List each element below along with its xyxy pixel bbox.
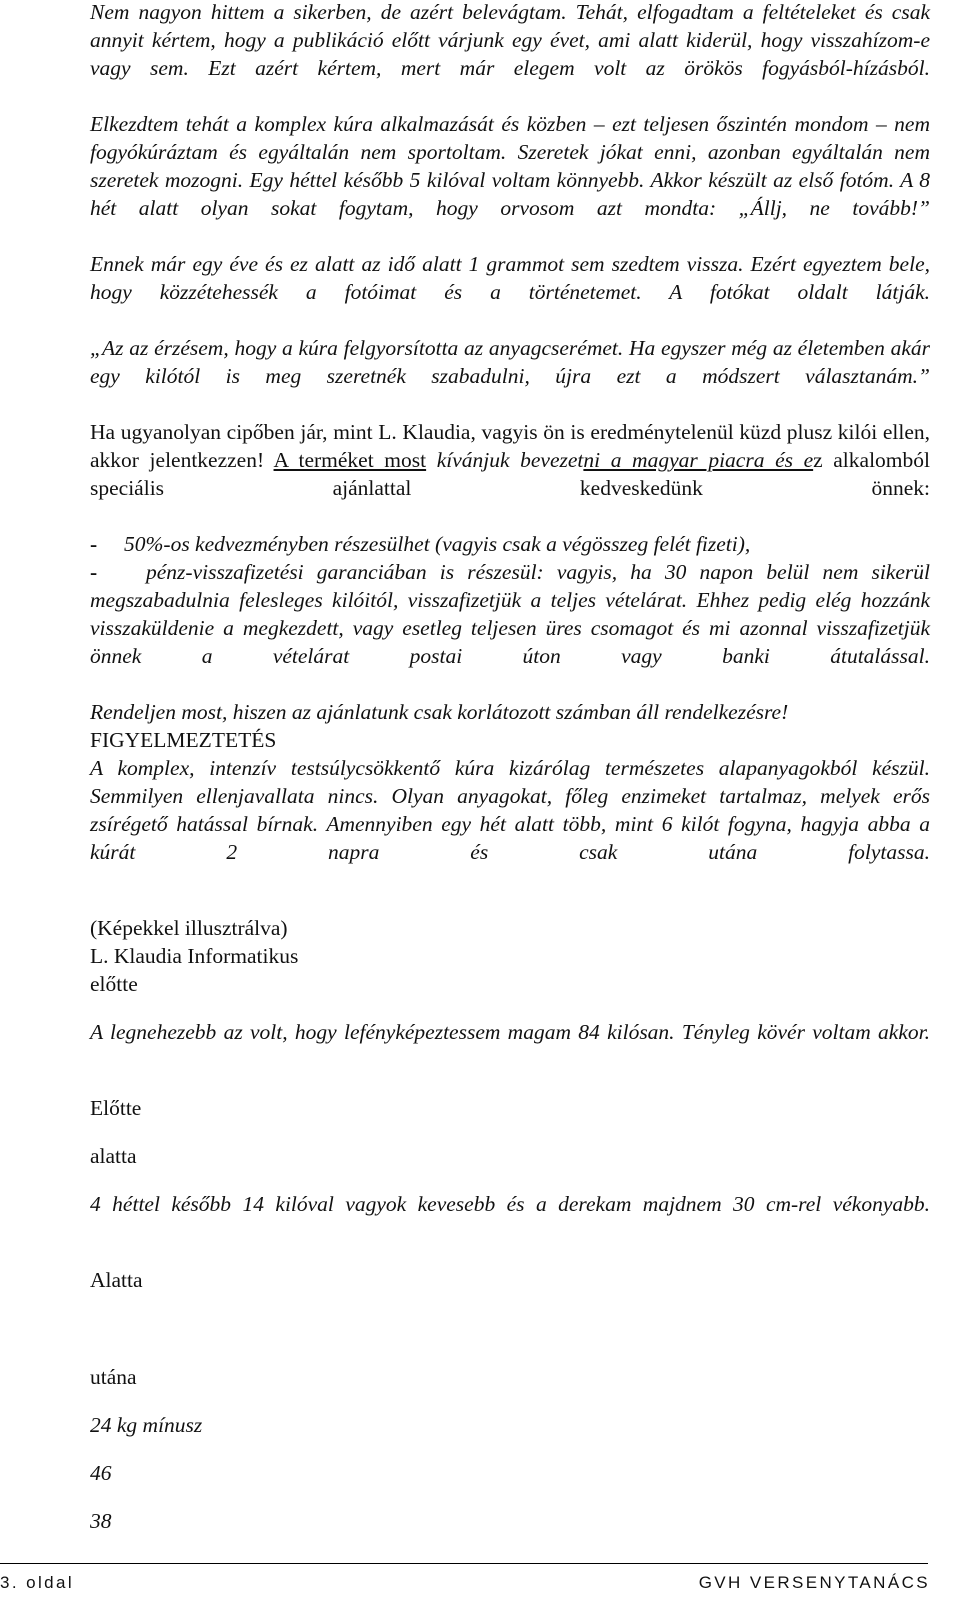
warning-text: A komplex, intenzív testsúlycsökkentő kúra kizárólag természetes alapanyagokból készül. Semmilyen ellenjavallata nincs. Olyan anyagokat, főleg enzimeket tartalmaz, melyek erős zsírégető hatással bírnak. Amennyiben egy hét alatt több, mint 6 kilót fogyna, hagyja abba a kúrát 2 napra és csak utána folytassa. — [90, 756, 930, 864]
under-label: alatta — [90, 1144, 137, 1168]
paragraph-intro: Nem nagyon hittem a sikerben, de azért belevágtam. Tehát, elfogadtam a feltételeket és csak annyit kértem, hogy a publikáció előtt várjunk egy évet, ami alatt kiderül, hogy visszahízom-e vagy sem. Ezt azért kértem, mert már elegem volt az örökös fogyásból-hízásból. — [90, 0, 930, 80]
paragraph-offer — [90, 418, 930, 530]
offer-underlined-2: ni a magyar piacra és e — [583, 448, 814, 472]
offer-underlined-1: A terméket most — [273, 448, 427, 472]
paragraph-one-year: Ennek már egy éve és ez alatt az idő alatt 1 grammot sem szedtem vissza. Ezért egyeztem bele, hogy közzétehessék a fotóimat és a történetemet. A fotókat oldalt látják. — [90, 252, 930, 304]
footer-organization: GVH VERSENYTANÁCS — [698, 1573, 930, 1592]
footer-divider — [0, 1563, 928, 1564]
offer-text-b: kívánjuk bevezet — [426, 448, 584, 472]
after-label: utána — [90, 1365, 137, 1389]
bullet-discount — [90, 530, 930, 558]
document-page — [90, 0, 930, 1535]
paragraph-started-cure: Elkezdtem tehát a komplex kúra alkalmazását és közben – ezt teljesen őszintén mondom – nem fogyókúráztam és egyáltalán nem sportoltam. Szeretek jókat enni, azonban egyáltalán nem szeretek mozogni. Egy héttel később 5 kilóval voltam könnyebb. Akkor készült az első fotóm. A 8 hét alatt olyan sokat fogytam, hogy orvosom azt mondta: „Állj, ne tovább!” — [90, 112, 930, 220]
before-caption: Előtte — [90, 1096, 142, 1120]
before-label: előtte — [90, 972, 138, 996]
illustrated-note: (Képekkel illusztrálva) — [90, 916, 288, 940]
paragraph-quote: „Az az érzésem, hogy a kúra felgyorsította az anyagcserémet. Ha egyszer még az életemben akár egy kilótól is meg szeretnék szabadulni, újra ezt a módszert választanám.” — [90, 336, 930, 388]
offer-text-c: z alkalomból speciális ajánlattal kedveskedünk önnek: — [90, 448, 930, 500]
bullet-dash: - — [90, 560, 98, 584]
under-caption: Alatta — [90, 1268, 143, 1292]
bullet-discount-text: 50%-os kedvezményben részesülhet (vagyis csak a végösszeg felét fizeti), — [124, 532, 751, 556]
warning-title: FIGYELMEZTETÉS — [90, 728, 277, 752]
heaviest-text: A legnehezebb az volt, hogy lefényképeztessem magam 84 kilósan. Tényleg kövér voltam akkor. — [90, 1020, 930, 1044]
minus-text: 24 kg mínusz — [90, 1413, 203, 1437]
four-weeks-text: 4 héttel később 14 kilóval vagyok kevesebb és a derekam majdnem 30 cm-rel vékonyabb. — [90, 1192, 930, 1216]
bullet-guarantee-text: pénz-visszafizetési garanciában is részesül: vagyis, ha 30 napon belül nem sikerül megszabadulnia felesleges kilóitól, visszafizetjük a teljes vételárat. Ehhez pedig elég hozzánk visszaküldenie a megkezdett, vagy esetleg teljesen üres csomagot és mi azonnal visszafizetjük önnek a vételárat postai úton vagy banki átutalással. — [90, 560, 930, 668]
bullet-dash: - — [90, 532, 98, 556]
footer-page-number: 3. oldal — [0, 1573, 75, 1592]
bullet-guarantee — [90, 558, 930, 698]
number-38: 38 — [90, 1509, 112, 1533]
offer-text-a: Ha ugyanolyan cipőben jár, mint L. Klaudia, vagyis ön is eredménytelenül küzd plusz kilói ellen, akkor jelentkezzen! — [90, 420, 930, 472]
paragraph-order-now: Rendeljen most, hiszen az ajánlatunk csak korlátozott számban áll rendelkezésre! — [90, 700, 789, 724]
number-46: 46 — [90, 1461, 112, 1485]
person-name: L. Klaudia Informatikus — [90, 944, 299, 968]
